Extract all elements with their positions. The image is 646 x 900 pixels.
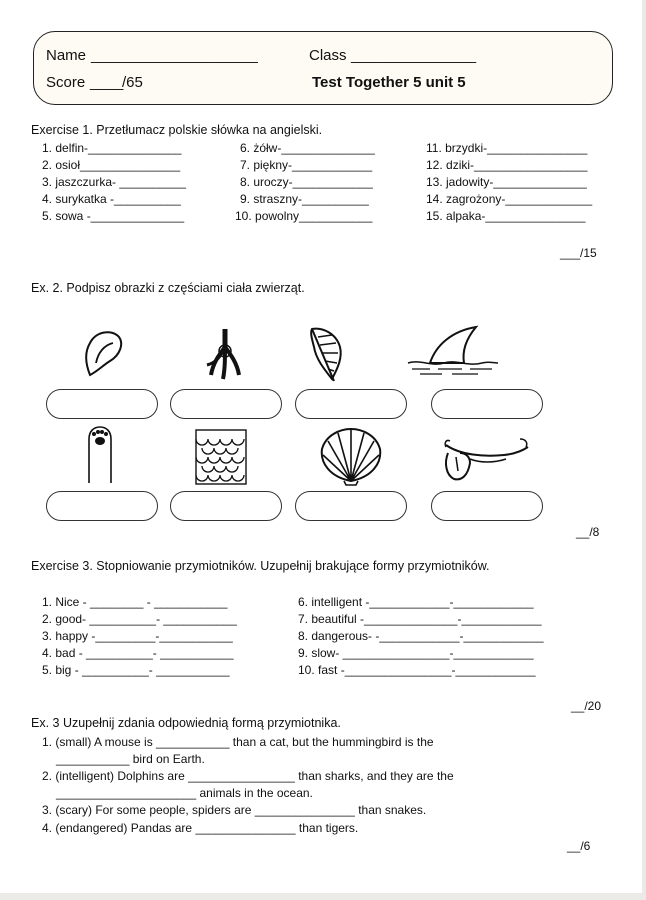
- answer-box[interactable]: [431, 491, 543, 521]
- ex1-item[interactable]: 9. straszny-__________: [240, 192, 369, 206]
- fin-icon: [406, 323, 498, 377]
- ex1-score: ___/15: [560, 246, 597, 260]
- class-label: Class: [309, 47, 347, 64]
- answer-box[interactable]: [431, 389, 543, 419]
- ex4-title: Ex. 3 Uzupełnij zdania odpowiednią formą przymiotnika.: [31, 716, 341, 730]
- answer-box[interactable]: [170, 491, 282, 521]
- name-field[interactable]: ____________________: [91, 47, 258, 64]
- ex2-score: __/8: [576, 525, 600, 539]
- ex4-score: __/6: [567, 839, 591, 853]
- ex4-line[interactable]: 2. (intelligent) Dolphins are ________________ than sharks, and they are the: [42, 769, 454, 783]
- shell-icon: [318, 427, 384, 487]
- ex3-score: __/20: [571, 699, 602, 713]
- name-label: Name: [46, 47, 87, 64]
- ex1-item[interactable]: 5. sowa -______________: [42, 209, 185, 223]
- feather-icon: [306, 325, 346, 383]
- page-bottom-margin: [0, 893, 646, 900]
- ex3-item[interactable]: 4. bad - __________- ___________: [42, 646, 234, 660]
- ex1-item[interactable]: 3. jaszczurka- __________: [42, 175, 187, 189]
- scales-icon: [195, 429, 247, 485]
- ex3-item[interactable]: 1. Nice - ________ - ___________: [42, 595, 228, 609]
- answer-box[interactable]: [295, 491, 407, 521]
- score-field[interactable]: ____: [90, 74, 124, 91]
- ex3-item[interactable]: 9. slow- ________________-____________: [298, 646, 534, 660]
- ex4-line[interactable]: 4. (endangered) Pandas are _______________ than tigers.: [42, 821, 359, 835]
- ex1-item[interactable]: 10. powolny___________: [235, 209, 373, 223]
- ex3-item[interactable]: 10. fast -________________-____________: [298, 663, 536, 677]
- class-field[interactable]: _______________: [351, 47, 477, 64]
- ex1-title: Exercise 1. Przetłumacz polskie słówka na angielski.: [31, 123, 323, 137]
- paw-icon: [86, 425, 114, 485]
- ex1-item[interactable]: 4. surykatka -__________: [42, 192, 181, 206]
- score-total: /65: [122, 74, 143, 91]
- ex3-item[interactable]: 5. big - __________- ___________: [42, 663, 230, 677]
- test-title: Test Together 5 unit 5: [312, 74, 466, 91]
- score-label: Score: [46, 74, 86, 91]
- ex1-item[interactable]: 7. piękny-____________: [240, 158, 373, 172]
- ex3-item[interactable]: 8. dangerous- -____________-____________: [298, 629, 544, 643]
- ex1-item[interactable]: 15. alpaka-_______________: [426, 209, 586, 223]
- header-box: [33, 31, 613, 105]
- answer-box[interactable]: [170, 389, 282, 419]
- ex1-item[interactable]: 2. osioł_______________: [42, 158, 181, 172]
- ex3-title: Exercise 3. Stopniowanie przymiotników. Uzupełnij brakujące formy przymiotników.: [31, 559, 490, 573]
- tongue-icon: [440, 433, 530, 487]
- ex4-line[interactable]: 1. (small) A mouse is ___________ than a cat, but the hummingbird is the: [42, 735, 434, 749]
- ex1-item[interactable]: 12. dziki-_________________: [426, 158, 588, 172]
- ex1-item[interactable]: 6. żółw-______________: [240, 141, 375, 155]
- ex4-line[interactable]: ___________ bird on Earth.: [56, 752, 205, 766]
- answer-box[interactable]: [46, 389, 158, 419]
- ex1-item[interactable]: 11. brzydki-_______________: [426, 141, 588, 155]
- ex4-line[interactable]: _____________________ animals in the ocean.: [56, 786, 313, 800]
- answer-box[interactable]: [295, 389, 407, 419]
- ex3-item[interactable]: 3. happy -_________-___________: [42, 629, 233, 643]
- ex1-item[interactable]: 14. zagrożony-_____________: [426, 192, 593, 206]
- answer-box[interactable]: [46, 491, 158, 521]
- ex3-item[interactable]: 7. beautiful -______________-____________: [298, 612, 542, 626]
- ex1-item[interactable]: 13. jadowity-______________: [426, 175, 587, 189]
- ear-icon: [82, 327, 124, 379]
- ex2-title: Ex. 2. Podpisz obrazki z częściami ciała zwierząt.: [31, 281, 305, 295]
- claw-icon: [203, 327, 247, 383]
- ex3-item[interactable]: 6. intelligent -____________-____________: [298, 595, 534, 609]
- ex3-item[interactable]: 2. good- __________- ___________: [42, 612, 237, 626]
- ex1-item[interactable]: 1. delfin-______________: [42, 141, 182, 155]
- ex1-item[interactable]: 8. uroczy-____________: [240, 175, 373, 189]
- ex4-line[interactable]: 3. (scary) For some people, spiders are _______________ than snakes.: [42, 803, 427, 817]
